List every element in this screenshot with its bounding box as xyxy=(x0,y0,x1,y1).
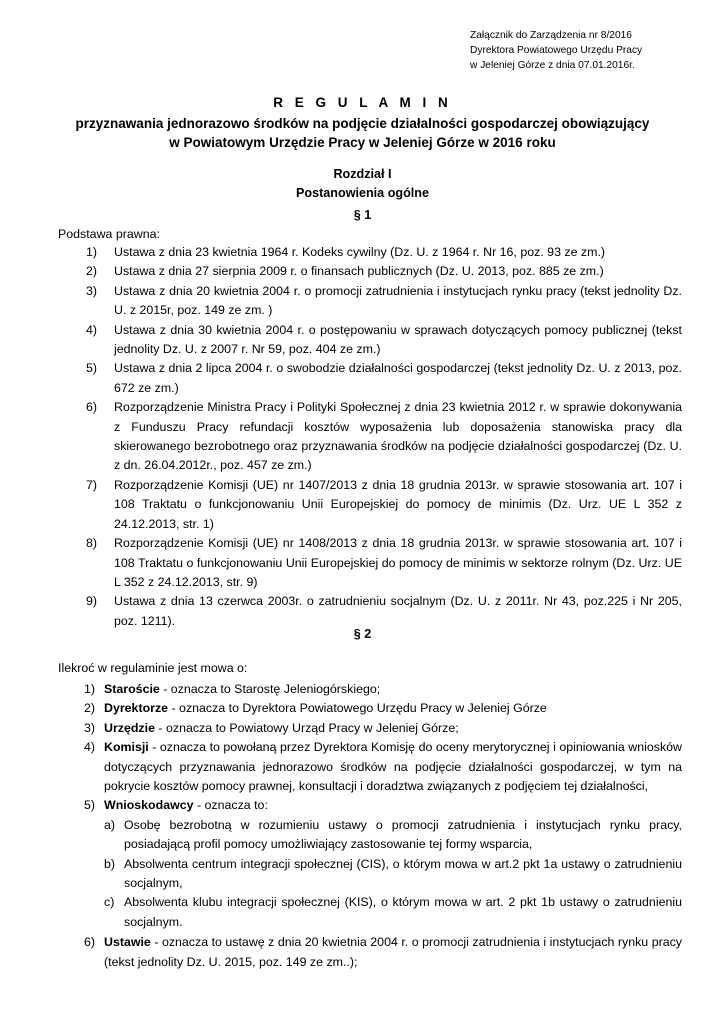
list-item xyxy=(86,359,682,398)
definition-text: - oznacza to: xyxy=(193,798,268,813)
item-letter: a) xyxy=(104,817,116,832)
item-text: Rozporządzenie Komisji (UE) nr 1408/2013 z dnia 18 grudnia 2013r. w sprawie stosowania art. 107 i 108 Traktatu o funkcjonowaniu Unii Europejskiej do pomocy de minimis w sektorze rolnym (Dz. Urz. UE L 352 z 24.12.2013, str. 9) xyxy=(114,536,682,589)
section-sign: § 1 xyxy=(353,208,372,222)
item-text: Ustawa z dnia 2 lipca 2004 r. o swobodzie działalności gospodarczej (tekst jednolity Dz. U. z 2013, poz. 672 ze zm.) xyxy=(114,361,682,395)
annex-line: Załącznik do Zarządzenia nr 8/2016 xyxy=(470,30,632,41)
sublist-item xyxy=(104,855,682,894)
definitions-list xyxy=(84,680,682,972)
item-number: 5) xyxy=(84,798,96,813)
definitions-intro: Ilekroć w regulaminie jest mowa o: xyxy=(58,661,248,675)
item-number: 4) xyxy=(84,740,96,755)
definition-item xyxy=(84,719,682,738)
definition-sublist xyxy=(104,816,682,932)
annex-line: w Jeleniej Górze z dnia 07.01.2016r. xyxy=(470,60,635,71)
item-text: Absolwenta klubu integracji społecznej (KIS), o którym mowa w art. 2 pkt 1b ustawy o zatrudnieniu socjalnym. xyxy=(124,895,682,929)
definition-item xyxy=(84,738,682,796)
subtitle-line: przyznawania jednorazowo środków na podjęcie działalności gospodarczej obowiązujący xyxy=(75,116,650,131)
definition-term: Dyrektorze xyxy=(104,701,169,716)
document-subtitle xyxy=(0,114,725,152)
list-item xyxy=(86,262,682,281)
list-item xyxy=(86,321,682,360)
item-number: 7) xyxy=(86,477,98,492)
definition-term: Ustawie xyxy=(104,935,151,950)
list-item xyxy=(86,282,682,321)
definition-term: Komisji xyxy=(104,740,149,755)
item-letter: b) xyxy=(104,856,116,871)
item-text: Osobę bezrobotną w rozumieniu ustawy o promocji zatrudnienia i instytucjach rynku pracy, posiadającą profil pomocy umożliwiający zastosowanie tej formy wsparcia, xyxy=(124,817,682,852)
item-number: 2) xyxy=(86,264,98,279)
definition-term: Urzędzie xyxy=(104,720,155,735)
list-item xyxy=(86,398,682,476)
definition-item xyxy=(84,796,682,932)
section-sign: § 2 xyxy=(353,627,372,641)
item-number: 3) xyxy=(86,283,98,298)
item-number: 2) xyxy=(84,701,96,716)
list-item xyxy=(86,476,682,534)
subtitle-line: w Powiatowym Urzędzie Pracy w Jeleniej Górze w 2016 roku xyxy=(169,135,556,150)
definition-text: - oznacza to Starostę Jeleniogórskiego; xyxy=(159,682,381,696)
chapter-number: Rozdział I xyxy=(333,167,392,181)
item-text: Rozporządzenie Komisji (UE) nr 1407/2013 z dnia 18 grudnia 2013r. w sprawie stosowania art. 107 i 108 Traktatu o funkcjonowaniu Unii Europejskiej do pomocy de minimis (Dz. Urz. UE L 352 z 24.12.2013, str. 1) xyxy=(114,477,682,531)
item-text: Ustawa z dnia 27 sierpnia 2009 r. o finansach publicznych (Dz. U. 2013, poz. 885 ze zm.) xyxy=(114,264,604,279)
item-text: Absolwenta centrum integracji społecznej (CIS), o którym mowa w art.2 pkt 1a ustawy o zatrudnieniu socjalnym, xyxy=(124,856,682,891)
item-letter: c) xyxy=(104,895,115,910)
item-text: Rozporządzenie Ministra Pracy i Polityki Społecznej z dnia 23 kwietnia 2012 r. w sprawie dokonywania z Funduszu Pracy refundacji kosztów wyposażenia lub doposażenia stanowiska pracy dla skierowanego bezrobotnego oraz przyznawania środków na podjęcie działalności gospodarczej (Dz. U. z dn. 26.04.2012r., poz. 457 ze zm.) xyxy=(114,400,682,473)
item-text: Ustawa z dnia 13 czerwca 2003r. o zatrudnieniu socjalnym (Dz. U. z 2011r. Nr 43, poz.225 i Nr 205, poz. 1211). xyxy=(114,594,682,628)
annex-note xyxy=(470,28,642,73)
document-title: R E G U L A M I N xyxy=(273,95,452,110)
definition-item xyxy=(84,680,682,699)
item-text: Ustawa z dnia 20 kwietnia 2004 r. o promocji zatrudnienia i instytucjach rynku pracy (tekst jednolity Dz. U. z 2015r, poz. 149 ze zm. ) xyxy=(114,283,682,318)
sublist-item xyxy=(104,816,682,855)
item-number: 8) xyxy=(86,536,98,551)
item-text: Ustawa z dnia 23 kwietnia 1964 r. Kodeks cywilny (Dz. U. z 1964 r. Nr 16, poz. 93 ze zm.) xyxy=(114,245,606,259)
definition-text: - oznacza to powołaną przez Dyrektora Komisję do oceny merytorycznej i opiniowania wniosków dotyczących przyznawania jednorazowo środków na podjęcie działalności gospodarczej, w tym na pokrycie kosztów pomocy prawnej, konsultacji i doradztwa związanych z podjęciem tej działalności, xyxy=(104,740,682,794)
list-item xyxy=(86,592,682,631)
item-number: 3) xyxy=(84,720,96,735)
legal-basis-intro: Podstawa prawna: xyxy=(58,227,160,241)
item-number: 9) xyxy=(86,594,98,609)
definition-item xyxy=(84,933,682,972)
definition-head xyxy=(84,796,682,815)
definition-text: - oznacza to ustawę z dnia 20 kwietnia 2004 r. o promocji zatrudnienia i instytucjach rynku pracy (tekst jednolity Dz. U. 2015, poz. 149 ze zm..); xyxy=(104,935,682,969)
legal-basis-list xyxy=(86,243,682,631)
definition-term: Wnioskodawcy xyxy=(104,798,194,813)
definition-term: Staroście xyxy=(104,682,160,696)
definition-text: - oznacza to Dyrektora Powiatowego Urzędu Pracy w Jeleniej Górze xyxy=(168,701,547,716)
list-item xyxy=(86,243,682,262)
item-number: 6) xyxy=(84,935,96,950)
sublist-item xyxy=(104,893,682,932)
list-item xyxy=(86,534,682,592)
item-number: 1) xyxy=(86,245,98,259)
definition-item xyxy=(84,699,682,718)
item-number: 1) xyxy=(84,682,96,696)
item-number: 4) xyxy=(86,322,98,337)
item-text: Ustawa z dnia 30 kwietnia 2004 r. o postępowaniu w sprawach dotyczących pomocy publicznej (tekst jednolity Dz. U. z 2007 r. Nr 59, poz. 404 ze zm.) xyxy=(114,322,682,357)
definition-text: - oznacza to Powiatowy Urząd Pracy w Jeleniej Górze; xyxy=(154,720,459,735)
item-number: 6) xyxy=(86,400,98,415)
item-number: 5) xyxy=(86,361,98,376)
annex-line: Dyrektora Powiatowego Urzędu Pracy xyxy=(470,45,643,56)
chapter-title: Postanowienia ogólne xyxy=(296,186,429,200)
